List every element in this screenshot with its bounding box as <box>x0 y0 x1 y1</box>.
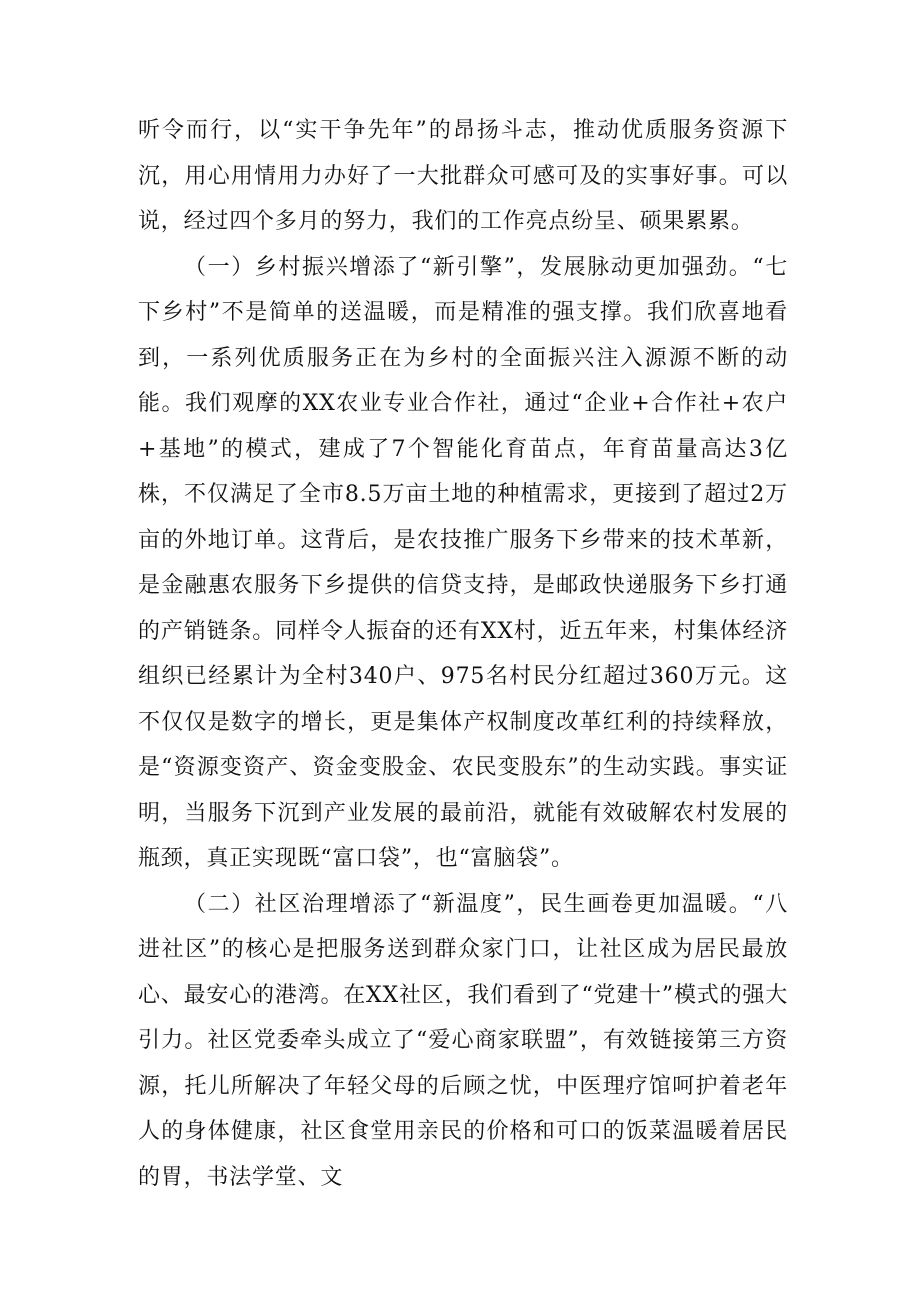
paragraph-intro-continuation: 听令而行，以“实干争先年”的昂扬斗志，推动优质服务资源下沉，用心用情用力办好了一大批群众可感可及的实事好事。可以说，经过四个多月的努力，我们的工作亮点纷呈、硕果累累。 <box>138 118 788 234</box>
paragraph-rural-revitalization: （一）乡村振兴增添了“新引擎”，发展脉动更加强劲。“七下乡村”不是简单的送温暖，而是精准的强支撑。我们欣喜地看到，一系列优质服务正在为乡村的全面振兴注入源源不断的动能。我们观摩的XX农业专业合作社，通过“企业+合作社+农户+基地”的模式，建成了7个智能化育苗点，年育苗量高达3亿株，不仅满足了全市8.5万亩土地的种植需求，更接到了超过2万亩的外地订单。这背后，是农技推广服务下乡带来的技术革新，是金融惠农服务下乡提供的信贷支持，是邮政快递服务下乡打通的产销链条。同样令人振奋的还有XX村，近五年来，村集体经济组织已经累计为全村340户、975名村民分红超过360万元。这不仅仅是数字的增长，更是集体产权制度改革红利的持续释放，是“资源变资产、资金变股金、农民变股东”的生动实践。事实证明，当服务下沉到产业发展的最前沿，就能有效破解农村发展的瓶颈，真正实现既“富口袋”，也“富脑袋”。 <box>138 254 788 871</box>
paragraph-community-governance: （二）社区治理增添了“新温度”，民生画卷更加温暖。“八进社区”的核心是把服务送到群众家门口，让社区成为居民最放心、最安心的港湾。在XX社区，我们看到了“党建十”模式的强大引力。社区党委牵头成立了“爱心商家联盟”，有效链接第三方资源，托儿所解决了年轻父母的后顾之忧，中医理疗馆呵护着老年人的身体健康，社区食堂用亲民的价格和可口的饭菜温暖着居民的胃，书法学堂、文 <box>138 891 788 1190</box>
body-text <box>138 108 788 1200</box>
